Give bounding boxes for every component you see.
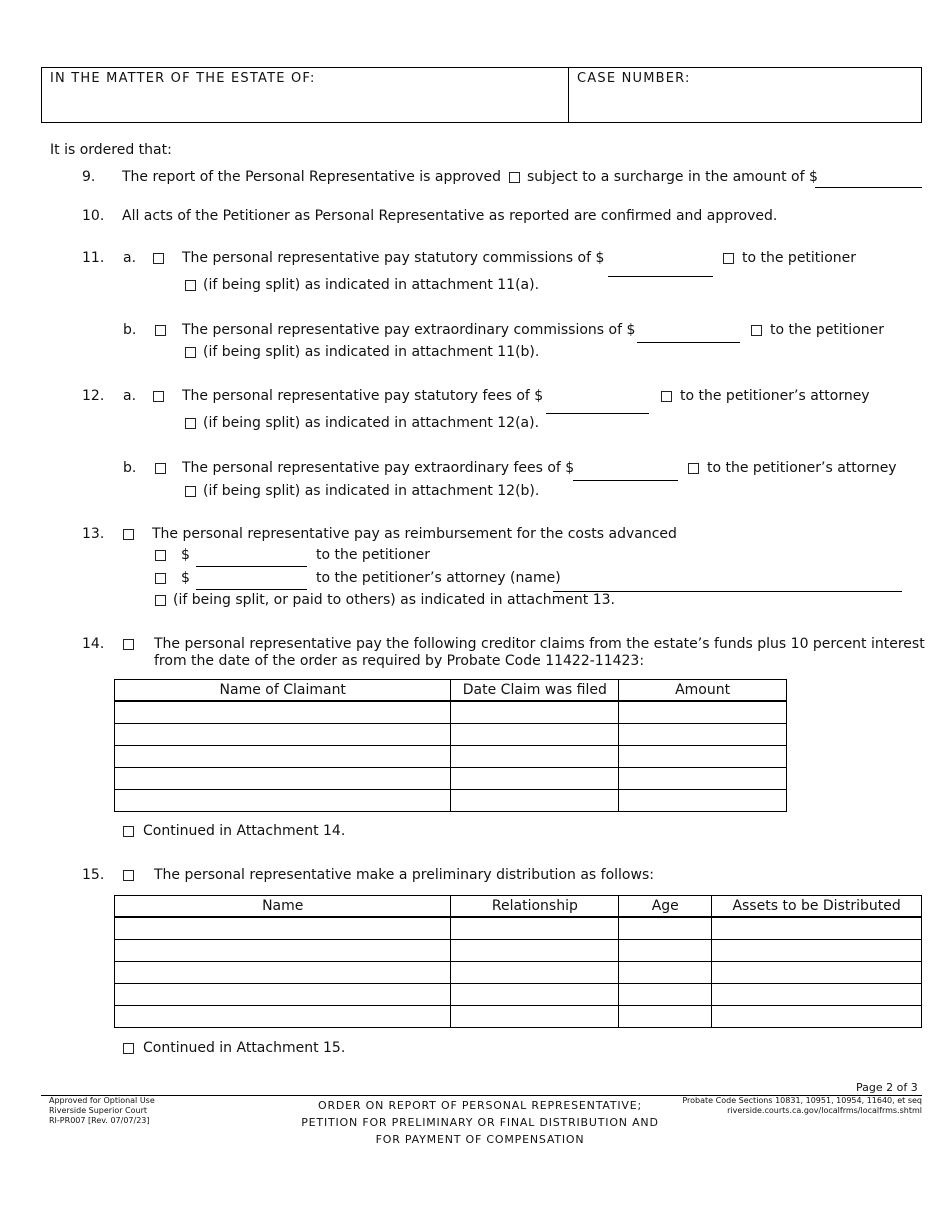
- item11b-checkbox[interactable]: [155, 325, 166, 336]
- table-cell[interactable]: [619, 962, 712, 984]
- item9-surcharge-checkbox[interactable]: [509, 172, 520, 183]
- item14-text-line2: from the date of the order as required by Probate Code 11422-11423:: [154, 653, 645, 669]
- case-number-label: CASE NUMBER:: [577, 71, 691, 86]
- item11b-petitioner-checkbox[interactable]: [751, 325, 762, 336]
- item13-petitioner-checkbox[interactable]: [155, 550, 166, 561]
- footer-url: riverside.courts.ca.gov/localfrms/localfrms.shtml: [727, 1106, 922, 1115]
- item13-split-checkbox[interactable]: [155, 595, 166, 606]
- item15-text: The personal representative make a preliminary distribution as follows:: [154, 867, 654, 883]
- table-row: [115, 940, 922, 962]
- column-header: Assets to be Distributed: [712, 896, 922, 918]
- item12a-text: The personal representative pay statutory fees of $: [182, 388, 544, 404]
- table-row: [115, 1006, 922, 1028]
- item11a-split-checkbox[interactable]: [185, 280, 196, 291]
- table-cell[interactable]: [115, 917, 451, 940]
- item15-continued-label: Continued in Attachment 15.: [143, 1040, 346, 1056]
- table-cell[interactable]: [619, 768, 787, 790]
- table-cell[interactable]: [712, 962, 922, 984]
- table-cell[interactable]: [712, 1006, 922, 1028]
- intro-text: It is ordered that:: [50, 142, 172, 158]
- item12a-split-label: (if being split) as indicated in attachment 12(a).: [203, 415, 540, 431]
- footer-right-block: [682, 1096, 922, 1116]
- item14-checkbox[interactable]: [123, 639, 134, 650]
- caption-box: [41, 67, 922, 123]
- table-cell[interactable]: [115, 962, 451, 984]
- table-cell[interactable]: [619, 790, 787, 812]
- item9-amount-field[interactable]: [815, 187, 922, 188]
- table-cell[interactable]: [115, 768, 451, 790]
- table-cell[interactable]: [451, 917, 619, 940]
- table-cell[interactable]: [712, 984, 922, 1006]
- column-header: Name of Claimant: [115, 680, 451, 702]
- column-header: Amount: [619, 680, 787, 702]
- table-cell[interactable]: [619, 984, 712, 1006]
- item11b-amount-field[interactable]: [637, 342, 740, 343]
- item10-number: 10.: [82, 208, 105, 224]
- table-cell[interactable]: [115, 984, 451, 1006]
- item12b-text: The personal representative pay extraordinary fees of $: [182, 460, 575, 476]
- item13-petitioner-label: to the petitioner: [316, 547, 430, 563]
- item12a-split-checkbox[interactable]: [185, 418, 196, 429]
- table-cell[interactable]: [712, 917, 922, 940]
- item12b-amount-field[interactable]: [573, 480, 678, 481]
- form-title-line1: ORDER ON REPORT OF PERSONAL REPRESENTATIVE;: [318, 1099, 642, 1112]
- distribution-table: [114, 895, 922, 1028]
- column-header: Date Claim was filed: [451, 680, 619, 702]
- table-row: [115, 984, 922, 1006]
- form-title-line3: FOR PAYMENT OF COMPENSATION: [375, 1133, 585, 1146]
- item11b-letter: b.: [123, 322, 137, 338]
- item11a-amount-field[interactable]: [608, 276, 713, 277]
- table-cell[interactable]: [115, 746, 451, 768]
- item13-petitioner-amount-field[interactable]: [196, 566, 307, 567]
- item11a-petitioner-checkbox[interactable]: [723, 253, 734, 264]
- item12b-checkbox[interactable]: [155, 463, 166, 474]
- creditor-claims-table: [114, 679, 787, 812]
- table-cell[interactable]: [451, 768, 619, 790]
- table-cell[interactable]: [712, 940, 922, 962]
- table-cell[interactable]: [451, 962, 619, 984]
- item12b-attorney-label: to the petitioner’s attorney: [707, 460, 897, 476]
- table-cell[interactable]: [115, 1006, 451, 1028]
- item9-number: 9.: [82, 169, 96, 185]
- table-cell[interactable]: [619, 917, 712, 940]
- estate-label: IN THE MATTER OF THE ESTATE OF:: [50, 71, 316, 86]
- item11b-split-label: (if being split) as indicated in attachment 11(b).: [203, 344, 540, 360]
- item15-continued-checkbox[interactable]: [123, 1043, 134, 1054]
- item11a-text: The personal representative pay statutory commissions of $: [182, 250, 605, 266]
- table-row: [115, 962, 922, 984]
- table-row: [115, 701, 787, 724]
- caption-divider: [568, 68, 569, 122]
- footer-court: Riverside Superior Court: [49, 1106, 148, 1115]
- table-cell[interactable]: [451, 701, 619, 724]
- table-cell[interactable]: [115, 790, 451, 812]
- item15-checkbox[interactable]: [123, 870, 134, 881]
- item12a-attorney-label: to the petitioner’s attorney: [680, 388, 870, 404]
- footer-left-block: [49, 1096, 155, 1126]
- table-cell[interactable]: [451, 984, 619, 1006]
- table-row: [115, 917, 922, 940]
- item12b-split-checkbox[interactable]: [185, 486, 196, 497]
- item9-surcharge-label: subject to a surcharge in the amount of $: [527, 169, 818, 185]
- item13-dollar2: $: [181, 570, 190, 586]
- item12b-attorney-checkbox[interactable]: [688, 463, 699, 474]
- table-cell[interactable]: [451, 940, 619, 962]
- item14-text-line1: The personal representative pay the following creditor claims from the estate’s funds plus 10 percent interest: [154, 636, 925, 652]
- item14-number: 14.: [82, 636, 105, 652]
- table-cell[interactable]: [451, 790, 619, 812]
- item13-attorney-label: to the petitioner’s attorney (name): [316, 570, 561, 586]
- item11a-letter: a.: [123, 250, 137, 266]
- page-number: Page 2 of 3: [856, 1081, 918, 1094]
- item13-text: The personal representative pay as reimbursement for the costs advanced: [152, 526, 677, 542]
- item12b-split-label: (if being split) as indicated in attachment 12(b).: [203, 483, 540, 499]
- item9-text: The report of the Personal Representative is approved: [122, 169, 502, 185]
- table-header-row: [115, 680, 787, 702]
- item11a-split-label: (if being split) as indicated in attachment 11(a).: [203, 277, 540, 293]
- item11a-checkbox[interactable]: [153, 253, 164, 264]
- table-cell[interactable]: [451, 746, 619, 768]
- item13-number: 13.: [82, 526, 105, 542]
- item12a-amount-field[interactable]: [546, 413, 649, 414]
- item13-attorney-checkbox[interactable]: [155, 573, 166, 584]
- column-header: Name: [115, 896, 451, 918]
- item11b-split-checkbox[interactable]: [185, 347, 196, 358]
- form-title-block: [280, 1097, 680, 1148]
- table-cell[interactable]: [115, 940, 451, 962]
- table-cell[interactable]: [619, 724, 787, 746]
- item15-number: 15.: [82, 867, 105, 883]
- table-cell[interactable]: [115, 724, 451, 746]
- item11-number: 11.: [82, 250, 105, 266]
- footer-code-sections: Probate Code Sections 10831, 10951, 10954, 11640, et seq: [682, 1096, 922, 1105]
- form-title-line2: PETITION FOR PRELIMINARY OR FINAL DISTRIBUTION AND: [301, 1116, 659, 1129]
- table-row: [115, 790, 787, 812]
- footer-approval: Approved for Optional Use: [49, 1096, 155, 1105]
- item12a-attorney-checkbox[interactable]: [661, 391, 672, 402]
- table-header-row: [115, 896, 922, 918]
- table-row: [115, 724, 787, 746]
- item12b-letter: b.: [123, 460, 137, 476]
- item11b-petitioner-label: to the petitioner: [770, 322, 884, 338]
- item13-split-label: (if being split, or paid to others) as indicated in attachment 13.: [173, 592, 615, 608]
- table-row: [115, 768, 787, 790]
- item11a-petitioner-label: to the petitioner: [742, 250, 856, 266]
- item10-text: All acts of the Petitioner as Personal Representative as reported are confirmed and approved.: [122, 208, 778, 224]
- item13-attorney-amount-field[interactable]: [196, 589, 307, 590]
- item14-continued-label: Continued in Attachment 14.: [143, 823, 346, 839]
- table-cell[interactable]: [115, 701, 451, 724]
- table-cell[interactable]: [619, 1006, 712, 1028]
- item13-checkbox[interactable]: [123, 529, 134, 540]
- item12-number: 12.: [82, 388, 105, 404]
- item12a-checkbox[interactable]: [153, 391, 164, 402]
- item12a-letter: a.: [123, 388, 137, 404]
- item14-continued-checkbox[interactable]: [123, 826, 134, 837]
- column-header: Relationship: [451, 896, 619, 918]
- table-cell[interactable]: [619, 701, 787, 724]
- column-header: Age: [619, 896, 712, 918]
- table-cell[interactable]: [451, 724, 619, 746]
- table-cell[interactable]: [619, 746, 787, 768]
- footer-form-id: RI-PR007 [Rev. 07/07/23]: [49, 1116, 150, 1125]
- item13-dollar1: $: [181, 547, 190, 563]
- table-cell[interactable]: [619, 940, 712, 962]
- table-cell[interactable]: [451, 1006, 619, 1028]
- table-row: [115, 746, 787, 768]
- item11b-text: The personal representative pay extraordinary commissions of $: [182, 322, 636, 338]
